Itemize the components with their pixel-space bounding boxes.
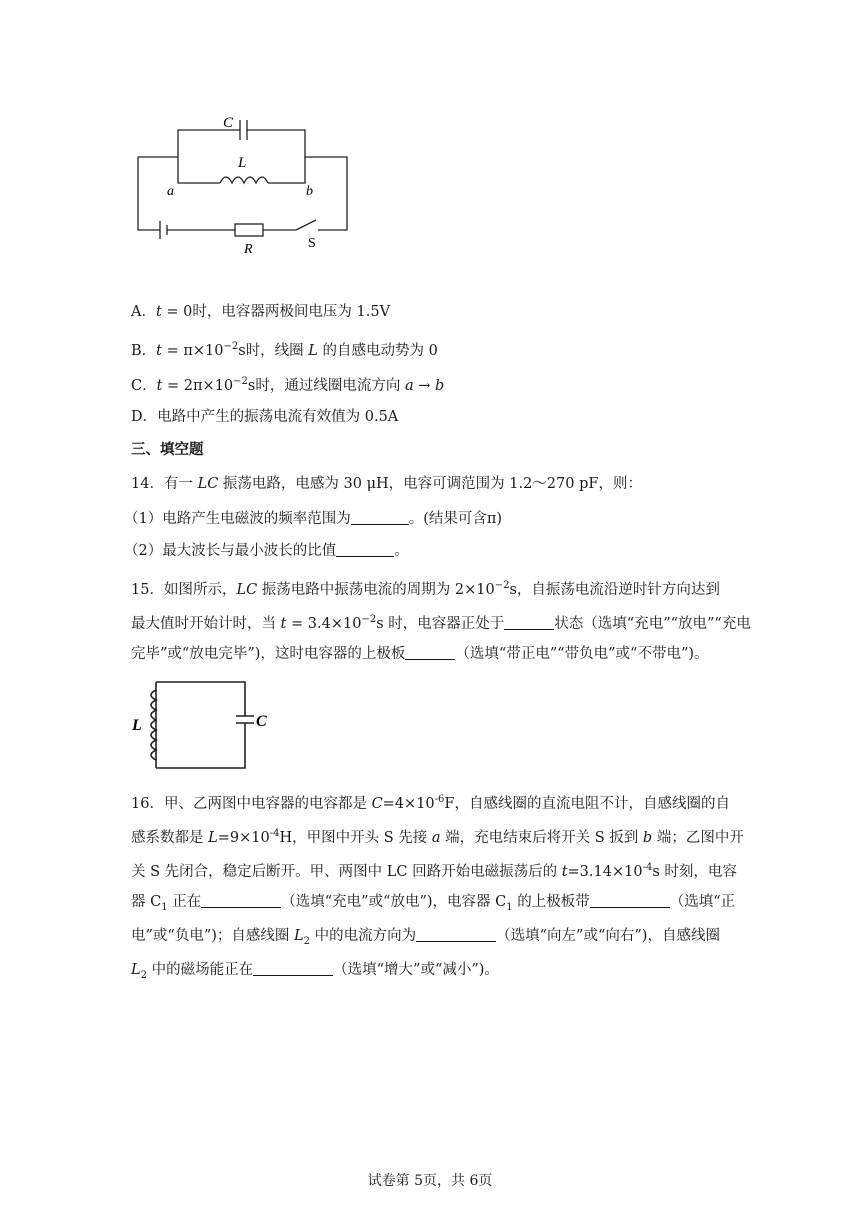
option-c: C．$t = 2\pi\times 10^{-2}s$时，通过线圈电流方向 a → b bbox=[131, 376, 445, 394]
answer-blank[interactable] bbox=[336, 542, 394, 557]
label-L2: L bbox=[132, 717, 142, 734]
option-b: B．$t = \pi\times 10^{-2}s$时，线圈 L 的自感电动势为 0 bbox=[131, 341, 438, 359]
option-d: D．电路中产生的振荡电流有效值为 0.5A bbox=[131, 409, 399, 425]
page-footer: 试卷第 5页，共 6页 bbox=[367, 1173, 493, 1189]
circuit-diagram-1 bbox=[120, 105, 360, 265]
label-a: a bbox=[167, 184, 174, 199]
circuit-diagram-2 bbox=[128, 676, 278, 776]
option-a: A．t = 0时，电容器两极间电压为 1.5V bbox=[131, 304, 391, 320]
question-16-line-4: 器 $C_1$ 正在 （选填“充电”或“放电”)，电容器 $C_1$ 的上极板带 （选填“正 bbox=[131, 894, 736, 913]
question-14: 14．有一 LC 振荡电路，电感为 30 μH，电容可调范围为 1.2～270 pF，则： bbox=[131, 476, 642, 492]
question-15-line-2: 最大值时开始计时，当 $t = 3.4\times 10^{-2}s$ 时，电容器正处于 状态（选填“充电”“放电”“充电 bbox=[131, 614, 751, 632]
answer-blank[interactable] bbox=[351, 510, 409, 525]
answer-blank[interactable] bbox=[253, 961, 333, 976]
question-16-line-1: 16．甲、乙两图中电容器的电容都是 $C=4\times 10^{-6}F$，自感线圈的直流电阻不计，自感线圈的自 bbox=[131, 794, 730, 812]
label-C2: C bbox=[256, 713, 267, 730]
question-14-part-1: （1）电路产生电磁波的频率范围为 。(结果可含π) bbox=[124, 511, 503, 527]
answer-blank[interactable] bbox=[405, 645, 455, 660]
question-16-line-5: 电”或“负电”)；自感线圈 $L_2$ 中的电流方向为 （选填“向左”或“向右”)，自感线圈 bbox=[131, 928, 720, 947]
question-16-line-6: $L_2$ 中的磁场能正在 （选填“增大”或“减小”)。 bbox=[131, 962, 499, 981]
label-b: b bbox=[306, 184, 313, 199]
question-15-line-3: 完毕”或“放电完毕”)，这时电容器的上极板 （选填“带正电”“带负电”或“不带电”)。 bbox=[131, 646, 709, 662]
answer-blank[interactable] bbox=[504, 615, 554, 630]
question-16-line-3: 关 S 先闭合，稳定后断开。甲、两图中 LC 回路开始电磁振荡后的 $t=3.14\times 10^{-4}s$ 时刻，电容 bbox=[131, 862, 737, 880]
question-16-line-2: 感系数都是 $L=9\times 10^{-4}H$，甲图中开头 S 先接 a 端，充电结束后将开关 S 扳到 b 端；乙图中开 bbox=[131, 828, 744, 846]
label-S: S bbox=[308, 236, 316, 251]
label-L: L bbox=[238, 155, 247, 171]
answer-blank[interactable] bbox=[590, 893, 670, 908]
answer-blank[interactable] bbox=[201, 893, 281, 908]
label-C: C bbox=[223, 115, 234, 131]
question-15-line-1: 15．如图所示，LC 振荡电路中振荡电流的周期为 $2\times 10^{-2}s$，自振荡电流沿逆时针方向达到 bbox=[131, 580, 720, 598]
answer-blank[interactable] bbox=[416, 927, 496, 942]
section-heading: 三、填空题 bbox=[131, 441, 204, 458]
question-14-part-2: （2）最大波长与最小波长的比值 。 bbox=[124, 543, 409, 559]
label-R: R bbox=[244, 242, 253, 257]
